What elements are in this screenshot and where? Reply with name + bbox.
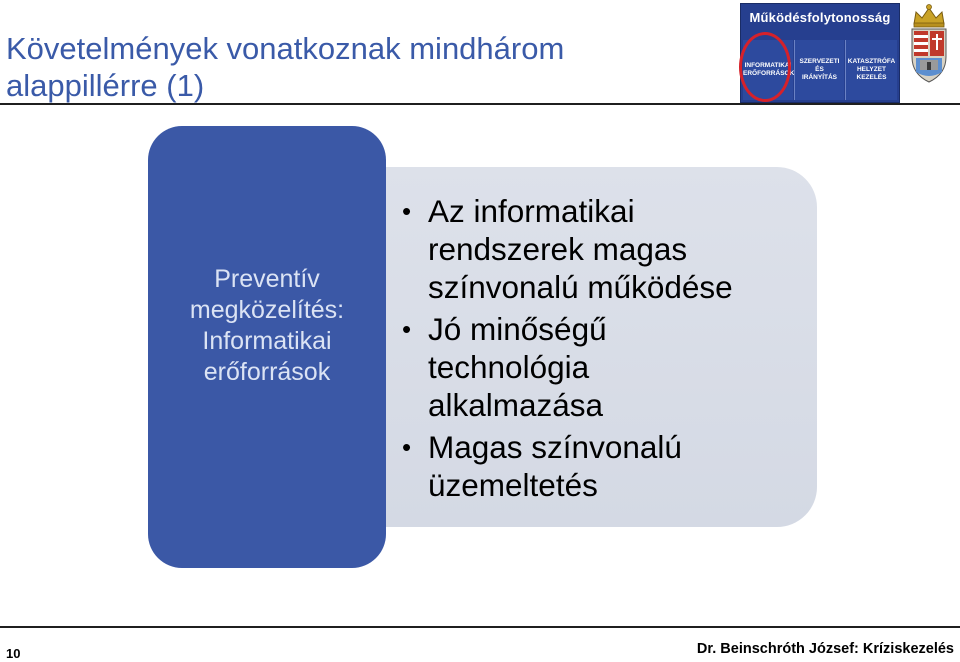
left-box-line-4: erőforrások xyxy=(203,358,331,386)
highlight-circle xyxy=(739,32,795,102)
badge-col1-line2: ERŐFORRÁSOK xyxy=(743,70,795,77)
bullet-text: színvonalú működése xyxy=(428,269,733,305)
badge-col1-line1: INFORMATIKAI xyxy=(744,62,792,69)
title-line-2: alappillérre (1) xyxy=(6,68,205,103)
bullet-icon: • xyxy=(402,432,412,462)
bullet-text: Az informatikai xyxy=(428,193,635,229)
left-box-line-3: Informatikai xyxy=(202,327,332,355)
bullet-icon: • xyxy=(402,314,412,344)
bullet-text: Magas színvonalú xyxy=(428,429,682,465)
crown-icon xyxy=(914,5,944,28)
bullet-text: alkalmazása xyxy=(428,387,604,423)
footer-divider xyxy=(0,626,960,628)
list-item xyxy=(400,428,810,504)
slide-title xyxy=(6,30,726,104)
list-item xyxy=(400,310,810,424)
bullet-text: rendszerek magas xyxy=(428,231,688,267)
left-box-line-1: Preventív xyxy=(214,265,320,293)
coat-of-arms-icon xyxy=(904,2,954,88)
preventive-approach-box xyxy=(148,126,386,568)
page-number: 10 xyxy=(6,646,21,661)
badge-col2-line1: SZERVEZETI ÉS xyxy=(799,58,840,73)
requirements-list xyxy=(400,192,810,508)
footer-author: Dr. Beinschróth József: Kríziskezelés xyxy=(696,641,954,657)
badge-title: Működésfolytonosság xyxy=(749,10,891,25)
title-line-1: Követelmények vonatkoznak mindhárom xyxy=(6,31,565,66)
bullet-text: üzemeltetés xyxy=(428,467,598,503)
badge-column-organization xyxy=(795,40,844,100)
badge-column-disaster xyxy=(846,40,897,100)
list-item xyxy=(400,192,810,306)
badge-col3-line2: HELYZET xyxy=(856,66,886,73)
bullet-text: Jó minőségű xyxy=(428,311,607,347)
badge-col2-line2: IRÁNYÍTÁS xyxy=(801,74,838,81)
badge-col3-line3: KEZELÉS xyxy=(856,74,887,81)
bullet-icon: • xyxy=(402,196,412,226)
title-divider xyxy=(0,103,960,105)
badge-col3-line1: KATASZTRÓFA xyxy=(847,58,896,65)
left-box-line-2: megközelítés: xyxy=(189,296,345,324)
bullet-text: technológia xyxy=(428,349,590,385)
